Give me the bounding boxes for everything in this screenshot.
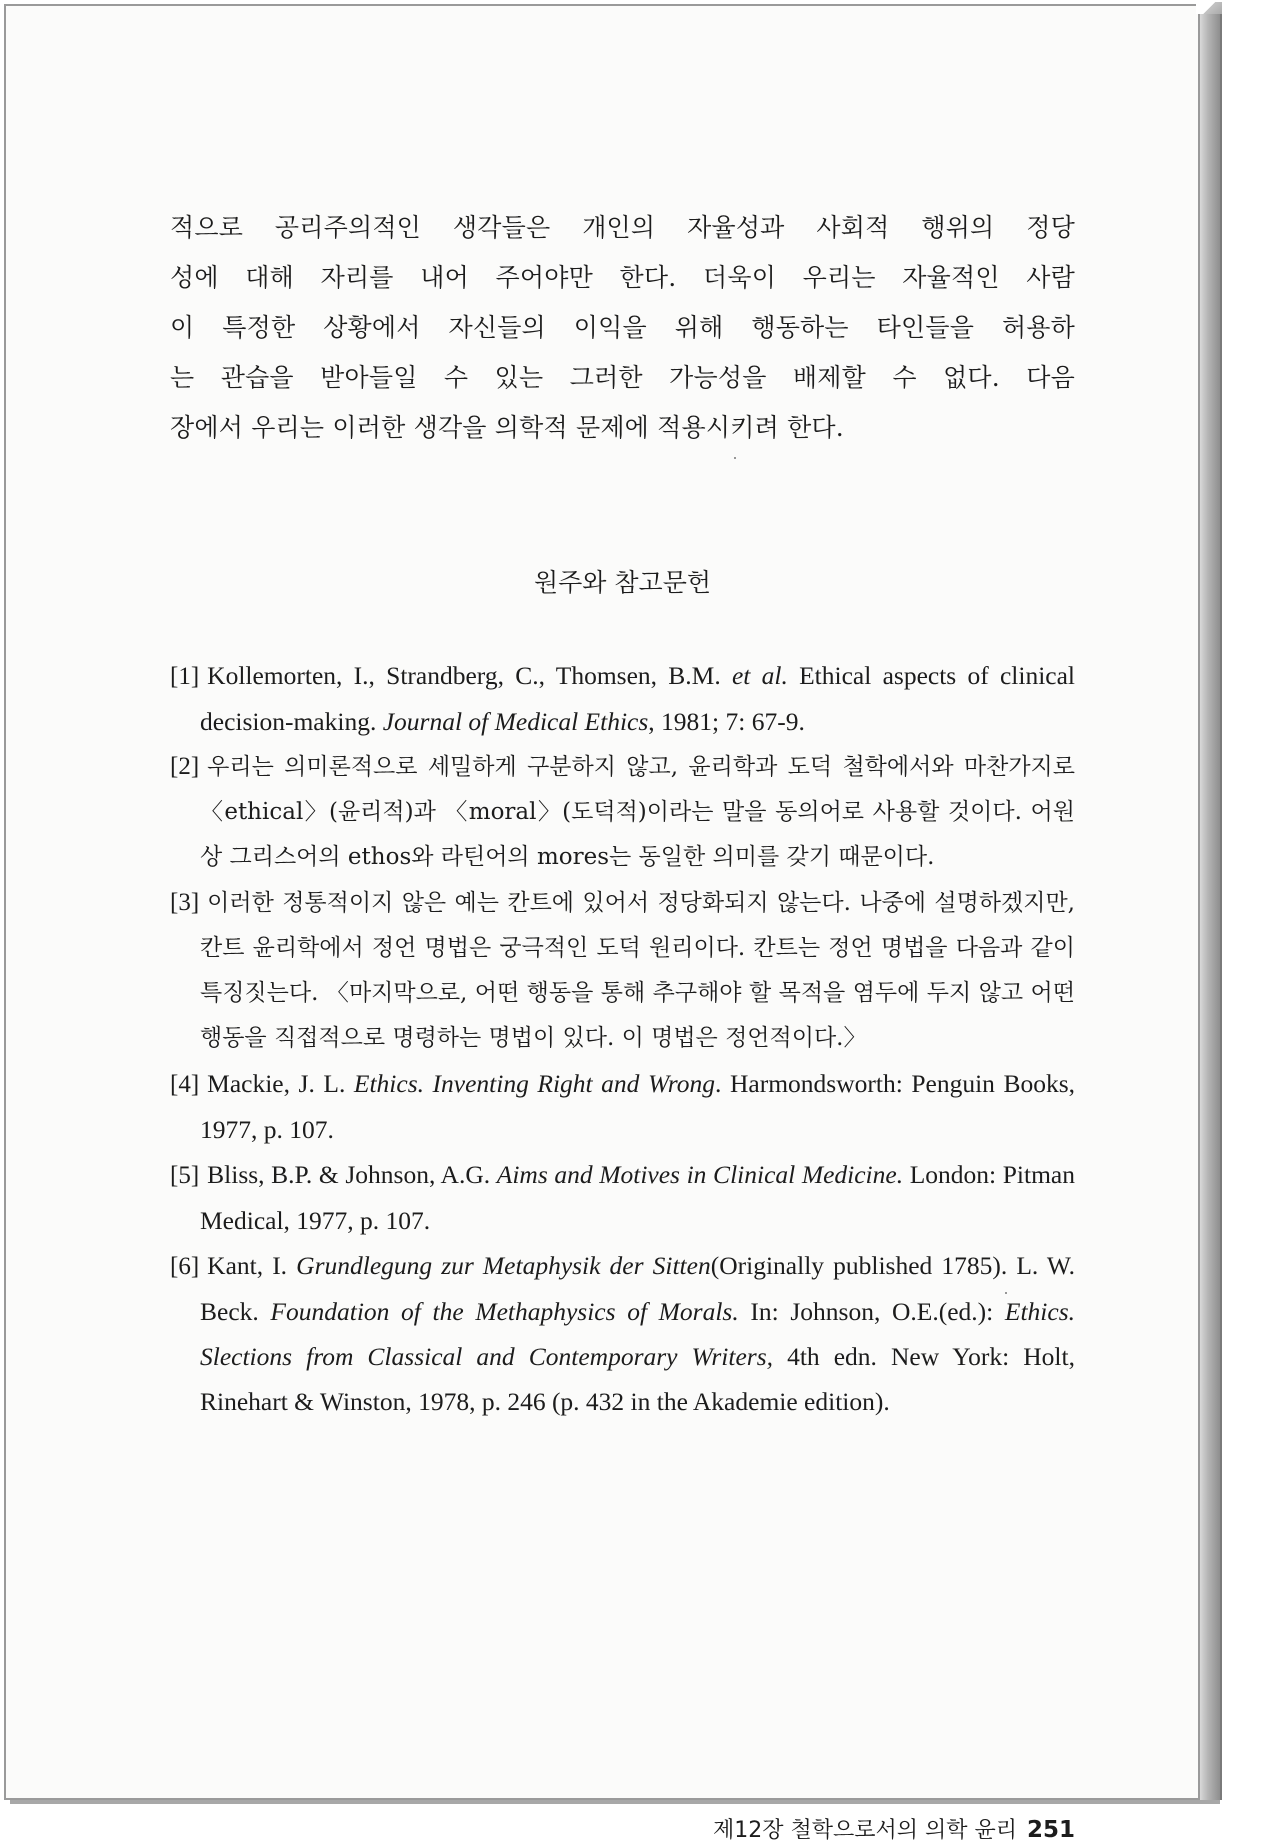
reference-number: [1] <box>170 663 200 690</box>
reference-item <box>170 744 1075 880</box>
reference-italic: Ethics. Slections from Classical and Contemporary Writers, <box>200 1297 1075 1371</box>
reference-item <box>170 1243 1075 1424</box>
reference-italic: Aims and Motives in Clinical Medicine. <box>496 1160 904 1189</box>
reference-item <box>170 1061 1075 1152</box>
body-line: 장에서 우리는 이러한 생각을 의학적 문제에 적용시키려 한다. <box>170 413 844 442</box>
body-line: 성에 대해 자리를 내어 주어야만 한다. 더욱이 우리는 자율적인 사람 <box>170 263 1075 292</box>
page-content <box>170 203 1076 1843</box>
reference-text: In: Johnson, O.E.(ed.): <box>738 1297 1005 1326</box>
section-heading: 원주와 참고문헌 <box>534 568 711 597</box>
reference-item <box>170 1152 1075 1243</box>
reference-text: Kollemorten, I., Strandberg, C., Thomsen, B.M. <box>207 661 732 690</box>
reference-text: . Harmondsworth: Penguin Books, 1977, p. 107. <box>200 1069 1076 1144</box>
reference-number: [6] <box>170 1253 200 1280</box>
reference-text: Ethical aspects of clinical decision-making. <box>200 661 1076 736</box>
page-footer <box>713 1813 1075 1844</box>
reference-italic: Grundlegung zur Metaphysik der Sitten <box>296 1251 711 1280</box>
reference-text: 이러한 정통적이지 않은 예는 칸트에 있어서 정당화되지 않는다. 나중에 설명하겠지만, 칸트 윤리학에서 정언 명법은 궁극적인 도덕 원리이다. 칸트는 정언 명법을 다음과 같이 특징짓는다. 〈마지막으로, 어떤 행동을 통해 추구해야 할 목적을 염두에 두지 않고 어떤 행동을 직접적으로 명령하는 명법이 있다. 이 명법은 정언적이다.〉 <box>200 890 1075 1051</box>
reference-text: , 1981; 7: 67-9. <box>648 707 805 736</box>
reference-text: Mackie, J. L. <box>207 1069 354 1098</box>
reference-text: Bliss, B.P. & Johnson, A.G. <box>207 1160 497 1189</box>
reference-italic: Ethics. Inventing Right and Wrong <box>353 1069 716 1098</box>
body-line: 적으로 공리주의적인 생각들은 개인의 자율성과 사회적 행위의 정당 <box>170 213 1075 242</box>
reference-text: 4th edn. New York: Holt, Rinehart & Winston, 1978, p. 246 (p. 432 in the Akademie edition). <box>200 1342 1075 1416</box>
reference-text: 우리는 의미론적으로 세밀하게 구분하지 않고, 윤리학과 도덕 철학에서와 마찬가지로 〈ethical〉(윤리적)과 〈moral〉(도덕적)이라는 말을 동의어로 사용할 것이다. 어원상 그리스어의 ethos와 라틴어의 mores는 동일한 의미를 갖기 때문이다. <box>200 754 1075 870</box>
body-paragraph <box>170 203 1075 453</box>
reference-number: [4] <box>170 1071 200 1098</box>
reference-item <box>170 653 1075 744</box>
reference-number: [5] <box>170 1162 200 1189</box>
reference-italic: et al. <box>731 661 788 690</box>
reference-number: [2] <box>170 753 200 780</box>
scan-speck <box>734 457 736 459</box>
page-shadow <box>10 1800 1220 1804</box>
reference-text: London: Pitman Medical, 1977, p. 107. <box>200 1160 1076 1235</box>
reference-list <box>170 653 1075 1424</box>
book-edge <box>1200 8 1222 1800</box>
reference-italic: Foundation of the Methaphysics of Morals. <box>270 1297 739 1326</box>
body-line: 는 관습을 받아들일 수 있는 그러한 가능성을 배제할 수 없다. 다음 <box>170 363 1075 392</box>
reference-text: Kant, I. <box>207 1251 297 1280</box>
body-line: 이 특정한 상황에서 자신들의 이익을 위해 행동하는 타인들을 허용하 <box>170 313 1075 342</box>
reference-item <box>170 880 1075 1061</box>
reference-text: (Originally published 1785). L. W. Beck. <box>200 1251 1076 1326</box>
reference-number: [3] <box>170 889 200 916</box>
page-corner <box>1196 2 1222 14</box>
page-number: 251 <box>1026 1817 1075 1843</box>
chapter-title: 제12장 철학으로서의 의학 윤리 <box>712 1818 1017 1843</box>
reference-italic: Journal of Medical Ethics <box>382 707 649 736</box>
